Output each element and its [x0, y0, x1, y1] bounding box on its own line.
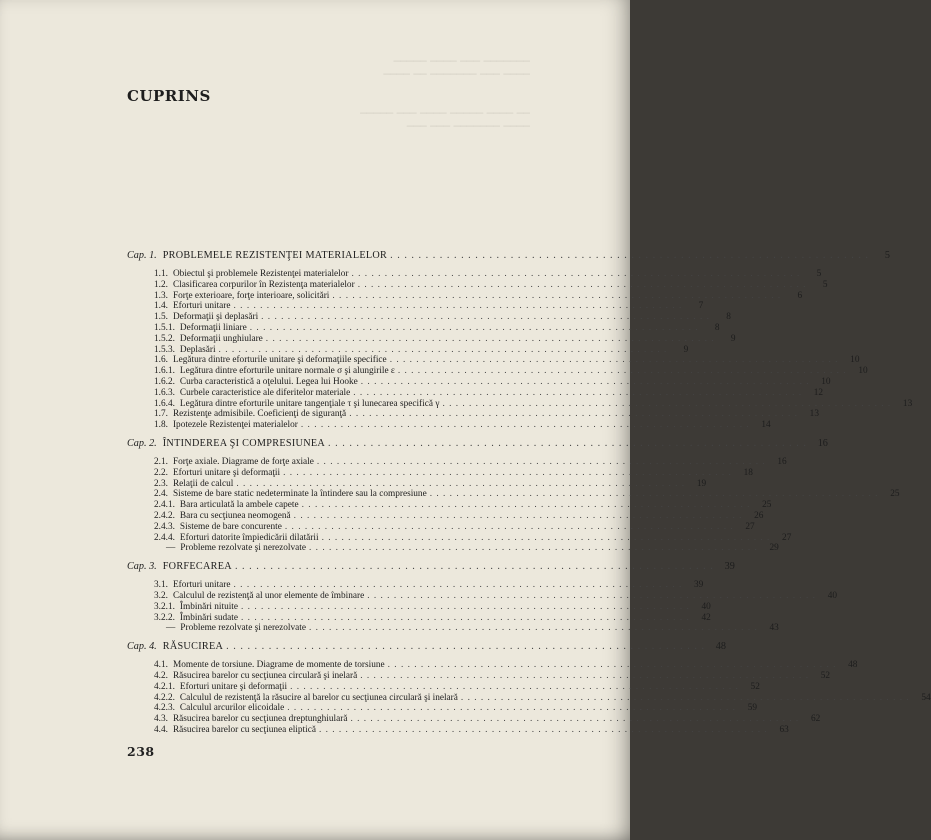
- entry-number: 2.1.: [154, 456, 168, 467]
- entry-title: Eforturi unitare şi deformaţii: [172, 467, 281, 478]
- dot-leader: . . . . . . . . . . . . . . . . . . . . . . . . . . . . . . . . . . . . . . . . . . . . . . . . . . . . . . . . . . . . . . . . . . . .: [283, 467, 732, 478]
- show-through-text: ─────── ─── ──── ───── ──── ─── ─────── ── ──── ── ──── ───── ──── ─── ───── ──── ─────── ─── ───: [360, 55, 530, 133]
- section-entry: [127, 532, 792, 544]
- section-entry: [127, 301, 704, 312]
- entry-title: Calculul de rezistenţă al unor elemente de îmbinare: [172, 590, 365, 601]
- entry-number: 2.4.2.: [154, 510, 175, 521]
- entry-title: PROBLEMELE REZISTENŢEI MATERIALELOR: [162, 250, 388, 261]
- entry-title: Legătura dintre eforturile unitare normale σ şi alungirile ε: [179, 366, 395, 377]
- entry-page: 8: [714, 322, 720, 333]
- entry-title: Îmbinări nituite: [179, 601, 239, 612]
- dot-leader: . . . . . . . . . . . . . . . . . . . . . . . . . . . . . . . . . . . . . . . . . . . . . . . . . . . . . . . . . . . . . . . . . . . .: [397, 366, 847, 377]
- entry-number: —: [166, 623, 176, 634]
- dot-leader: . . . . . . . . . . . . . . . . . . . . . . . . . . . . . . . . . . . . . . . . . . . . . . . . . . . . . . . . . . . . . . . . . . . .: [350, 714, 800, 725]
- entry-title: Ipotezele Rezistenţei materialelor: [172, 420, 298, 431]
- entry-title: Curba caracteristică a oţelului. Legea lui Hooke: [179, 376, 358, 387]
- dot-leader: . . . . . . . . . . . . . . . . . . . . . . . . . . . . . . . . . . . . . . . . . . . . . . . . . . . . . . . . . . . . . . . . . . . .: [332, 290, 782, 301]
- section-entry: [127, 703, 757, 714]
- entry-title: Eforturi datorite împiedicării dilatării: [179, 532, 319, 543]
- entry-title: Îmbinări sudate: [179, 612, 239, 623]
- section-entry: [127, 398, 913, 410]
- chapter-entry: [127, 437, 828, 451]
- entry-title: ÎNTINDEREA ŞI COMPRESIUNEA: [162, 437, 326, 449]
- dot-leader: . . . . . . . . . . . . . . . . . . . . . . . . . . . . . . . . . . . . . . . . . . . . . . . . . . . . . . . . . . . . . . . . . . . .: [360, 376, 810, 387]
- section-entry: [127, 269, 822, 280]
- dot-leader: . . . . . . . . . . . . . . . . . . . . . . . . . . . . . . . . . . . . . . . . . . . . . . . . . . . . . . . . . . . . . . . . . . . .: [321, 532, 771, 543]
- dot-leader: . . . . . . . . . . . . . . . . . . . . . . . . . . . . . . . . . . . . . . . . . . . . . . . . . . . . . . . . . . . . . . . . . . . .: [390, 250, 869, 261]
- dot-leader: . . . . . . . . . . . . . . . . . . . . . . . . . . . . . . . . . . . . . . . . . . . . . . . . . . . . . . . . . . . . . . . . . . . .: [233, 301, 683, 312]
- entry-page: 27: [782, 532, 792, 543]
- dot-leader: . . . . . . . . . . . . . . . . . . . . . . . . . . . . . . . . . . . . . . . . . . . . . . . . . . . . . . . . . . . . . . . . . . . .: [241, 601, 690, 612]
- section-entry: [127, 543, 779, 554]
- section-entry: [127, 409, 819, 420]
- dot-leader: . . . . . . . . . . . . . . . . . . . . . . . . . . . . . . . . . . . . . . . . . . . . . . . . . . . . . . . . . . . . . . . . . . . .: [234, 561, 714, 573]
- dot-leader: . . . . . . . . . . . . . . . . . . . . . . . . . . . . . . . . . . . . . . . . . . . . . . . . . . . . . . . . . . . . . . . . . . . .: [367, 590, 817, 601]
- section-entry: [127, 322, 720, 334]
- entry-number: 4.3.: [154, 714, 168, 725]
- entry-number: 4.2.: [154, 670, 168, 681]
- dot-leader: . . . . . . . . . . . . . . . . . . . . . . . . . . . . . . . . . . . . . . . . . . . . . . . . . . . . . . . . . . . . . . . . . . . .: [241, 612, 690, 623]
- entry-title: Momente de torsiune. Diagrame de momente de torsiune: [172, 660, 385, 671]
- dot-leader: . . . . . . . . . . . . . . . . . . . . . . . . . . . . . . . . . . . . . . . . . . . . . . . . . . . . . . . . . . . . . . . . . . . .: [309, 543, 758, 554]
- entry-page: 48: [715, 641, 726, 653]
- entry-number: 1.8.: [154, 420, 168, 431]
- section-entry: [127, 580, 704, 591]
- entry-page: 9: [730, 333, 736, 344]
- entry-number: 2.4.4.: [154, 532, 175, 543]
- entry-number: 1.6.1.: [154, 366, 175, 377]
- section-entry: [127, 344, 689, 356]
- entry-number: 1.3.: [154, 290, 168, 301]
- entry-title: Eforturi unitare şi deformaţii: [179, 681, 288, 692]
- entry-page: 26: [754, 510, 764, 521]
- section-entry: [127, 290, 803, 302]
- entry-title: Eforturi unitare: [172, 301, 231, 312]
- section-entry: [127, 355, 860, 366]
- dot-leader: . . . . . . . . . . . . . . . . . . . . . . . . . . . . . . . . . . . . . . . . . . . . . . . . . . . . . . . . . . . . . . . . . . . .: [351, 269, 801, 279]
- entry-title: Forţe axiale. Diagrame de forţe axiale: [172, 456, 314, 467]
- dot-leader: . . . . . . . . . . . . . . . . . . . . . . . . . . . . . . . . . . . . . . . . . . . . . . . . . . . . . . . . . . . . . . . . . . . .: [460, 692, 910, 703]
- entry-number: 1.5.3.: [154, 344, 175, 355]
- dot-leader: . . . . . . . . . . . . . . . . . . . . . . . . . . . . . . . . . . . . . . . . . . . . . . . . . . . . . . . . . . . . . . . . . . . .: [318, 724, 768, 735]
- entry-page: 18: [743, 467, 753, 478]
- entry-page: 5: [884, 250, 890, 261]
- dot-leader: . . . . . . . . . . . . . . . . . . . . . . . . . . . . . . . . . . . . . . . . . . . . . . . . . . . . . . . . . . . . . . . . . . . .: [389, 355, 839, 366]
- entry-title: FORFECAREA: [162, 561, 232, 573]
- entry-title: Obiectul şi problemele Rezistenţei materialelor: [172, 269, 349, 279]
- entry-number: 1.7.: [154, 409, 168, 420]
- entry-number: 2.4.: [154, 489, 168, 500]
- entry-page: 5: [816, 269, 822, 279]
- dot-leader: . . . . . . . . . . . . . . . . . . . . . . . . . . . . . . . . . . . . . . . . . . . . . . . . . . . . . . . . . . . . . . . . . . . .: [429, 489, 879, 500]
- entry-page: 13: [902, 398, 913, 409]
- section-entry: [127, 376, 831, 388]
- entry-number: 2.4.3.: [154, 521, 175, 532]
- entry-page: 19: [696, 478, 707, 489]
- entry-number: 1.6.: [154, 355, 168, 366]
- entry-title: Sisteme de bare static nedeterminate la întindere sau la compresiune: [172, 489, 427, 500]
- section-entry: [127, 467, 753, 479]
- entry-page: 39: [724, 561, 735, 573]
- entry-title: Deformaţii unghiulare: [179, 333, 263, 344]
- entry-number: 4.2.2.: [154, 692, 175, 703]
- entry-title: Legătura dintre eforturile unitare şi deformaţiile specifice: [172, 355, 387, 366]
- section-entry: [127, 366, 868, 377]
- section-entry: [127, 724, 789, 736]
- entry-title: Calculul de rezistenţă la răsucire al barelor cu secţiunea circulară şi inelară: [179, 692, 458, 703]
- entry-page: 6: [797, 290, 803, 301]
- section-entry: [127, 692, 931, 704]
- table-of-contents: [127, 250, 931, 736]
- entry-number: Cap. 4.: [127, 641, 157, 653]
- entry-number: Cap. 2.: [127, 437, 157, 449]
- dot-leader: . . . . . . . . . . . . . . . . . . . . . . . . . . . . . . . . . . . . . . . . . . . . . . . . . . . . . . . . . . . . . . . . . . . .: [328, 437, 807, 449]
- entry-title: Deformaţii şi deplasări: [172, 312, 259, 323]
- dot-leader: . . . . . . . . . . . . . . . . . . . . . . . . . . . . . . . . . . . . . . . . . . . . . . . . . . . . . . . . . . . . . . . . . . . .: [265, 333, 715, 344]
- entry-number: 3.2.2.: [154, 612, 175, 623]
- entry-number: 3.1.: [154, 580, 168, 591]
- dot-leader: . . . . . . . . . . . . . . . . . . . . . . . . . . . . . . . . . . . . . . . . . . . . . . . . . . . . . . . . . . . . . . . . . . . .: [300, 420, 750, 431]
- section-entry: [127, 670, 831, 682]
- section-entry: [127, 420, 771, 431]
- entry-number: 1.5.2.: [154, 333, 175, 344]
- dot-leader: . . . . . . . . . . . . . . . . . . . . . . . . . . . . . . . . . . . . . . . . . . . . . . . . . . . . . . . . . . . . . . . . . . . .: [360, 670, 810, 681]
- entry-title: Curbele caracteristice ale diferitelor materiale: [179, 387, 351, 398]
- section-entry: [127, 590, 838, 602]
- section-entry: [127, 660, 858, 671]
- entry-number: 2.2.: [154, 467, 168, 478]
- chapter-entry: [127, 561, 735, 574]
- dot-leader: . . . . . . . . . . . . . . . . . . . . . . . . . . . . . . . . . . . . . . . . . . . . . . . . . . . . . . . . . . . . . . . . . . . .: [261, 312, 710, 323]
- entry-title: Bara cu secţiunea neomogenă: [179, 510, 291, 521]
- entry-title: Eforturi unitare: [172, 580, 231, 591]
- section-entry: [127, 312, 731, 323]
- entry-page: 8: [726, 312, 731, 323]
- dot-leader: . . . . . . . . . . . . . . . . . . . . . . . . . . . . . . . . . . . . . . . . . . . . . . . . . . . . . . . . . . . . . . . . . . . .: [284, 521, 734, 532]
- section-entry: [127, 681, 760, 693]
- entry-title: Răsucirea barelor cu secţiunea dreptunghiulară: [172, 714, 348, 725]
- entry-title: Forţe exterioare, forţe interioare, solicitări: [172, 290, 330, 301]
- entry-number: 2.4.1.: [154, 500, 175, 511]
- entry-page: 29: [769, 543, 779, 554]
- dot-leader: . . . . . . . . . . . . . . . . . . . . . . . . . . . . . . . . . . . . . . . . . . . . . . . . . . . . . . . . . . . . . . . . . . . .: [287, 703, 736, 714]
- entry-page: 10: [850, 355, 860, 366]
- entry-title: Deformaţii liniare: [179, 322, 247, 333]
- entry-page: 13: [809, 409, 819, 420]
- entry-title: Deplasări: [179, 344, 216, 355]
- page-number: 238: [127, 744, 155, 759]
- section-entry: [127, 510, 764, 522]
- entry-number: 1.2.: [154, 279, 168, 290]
- entry-title: Relaţii de calcul: [172, 478, 234, 489]
- entry-page: 62: [810, 714, 821, 725]
- dot-leader: . . . . . . . . . . . . . . . . . . . . . . . . . . . . . . . . . . . . . . . . . . . . . . . . . . . . . . . . . . . . . . . . . . . .: [442, 398, 892, 409]
- entry-page: 40: [827, 590, 838, 601]
- entry-number: Cap. 1.: [127, 250, 157, 261]
- entry-title: Legătura dintre eforturile unitare tangenţiale τ şi lunecarea specifică γ: [179, 398, 440, 409]
- entry-page: 42: [701, 612, 711, 623]
- entry-page: 16: [777, 456, 787, 467]
- entry-number: 4.1.: [154, 660, 168, 671]
- dot-leader: . . . . . . . . . . . . . . . . . . . . . . . . . . . . . . . . . . . . . . . . . . . . . . . . . . . . . . . . . . . . . . . . . . . .: [218, 344, 668, 355]
- entry-title: Răsucirea barelor cu secţiunea circulară şi inelară: [172, 670, 358, 681]
- section-entry: [127, 478, 707, 490]
- section-entry: [127, 456, 787, 468]
- entry-title: Bara articulată la ambele capete: [179, 500, 299, 511]
- entry-title: Probleme rezolvate şi nerezolvate: [180, 543, 307, 554]
- dot-leader: . . . . . . . . . . . . . . . . . . . . . . . . . . . . . . . . . . . . . . . . . . . . . . . . . . . . . . . . . . . . . . . . . . . .: [290, 681, 739, 692]
- dot-leader: . . . . . . . . . . . . . . . . . . . . . . . . . . . . . . . . . . . . . . . . . . . . . . . . . . . . . . . . . . . . . . . . . . . .: [293, 510, 743, 521]
- entry-page: 52: [750, 681, 760, 692]
- entry-number: 1.1.: [154, 269, 168, 279]
- entry-number: 1.5.: [154, 312, 168, 323]
- entry-page: 10: [821, 376, 831, 387]
- section-entry: [127, 279, 828, 291]
- entry-page: 25: [762, 500, 772, 511]
- section-entry: [127, 489, 900, 500]
- entry-page: 63: [779, 724, 789, 735]
- section-entry: [127, 387, 824, 399]
- dot-leader: . . . . . . . . . . . . . . . . . . . . . . . . . . . . . . . . . . . . . . . . . . . . . . . . . . . . . . . . . . . . . . . . . . . .: [353, 387, 803, 398]
- entry-page: 25: [890, 489, 900, 500]
- entry-number: —: [166, 543, 176, 554]
- entry-page: 5: [822, 279, 828, 290]
- entry-page: 16: [817, 437, 828, 449]
- dot-leader: . . . . . . . . . . . . . . . . . . . . . . . . . . . . . . . . . . . . . . . . . . . . . . . . . . . . . . . . . . . . . . . . . . . .: [316, 456, 766, 467]
- entry-number: 1.6.3.: [154, 387, 175, 398]
- entry-page: 27: [745, 521, 755, 532]
- entry-title: RĂSUCIREA: [162, 641, 224, 653]
- entry-number: 1.4.: [154, 301, 168, 312]
- entry-page: 10: [858, 366, 868, 377]
- entry-number: 1.6.2.: [154, 376, 175, 387]
- dot-leader: . . . . . . . . . . . . . . . . . . . . . . . . . . . . . . . . . . . . . . . . . . . . . . . . . . . . . . . . . . . . . . . . . . . .: [357, 279, 807, 290]
- section-entry: [127, 601, 711, 613]
- entry-title: Răsucirea barelor cu secţiunea eliptică: [172, 724, 316, 735]
- dot-leader: . . . . . . . . . . . . . . . . . . . . . . . . . . . . . . . . . . . . . . . . . . . . . . . . . . . . . . . . . . . . . . . . . . . .: [387, 660, 837, 671]
- dot-leader: . . . . . . . . . . . . . . . . . . . . . . . . . . . . . . . . . . . . . . . . . . . . . . . . . . . . . . . . . . . . . . . . . . . .: [301, 500, 751, 511]
- section-entry: [127, 500, 772, 511]
- section-entry: [127, 612, 711, 624]
- entry-page: 14: [761, 420, 771, 431]
- entry-number: 1.6.4.: [154, 398, 175, 409]
- dot-leader: . . . . . . . . . . . . . . . . . . . . . . . . . . . . . . . . . . . . . . . . . . . . . . . . . . . . . . . . . . . . . . . . . . . .: [249, 322, 699, 333]
- entry-page: 52: [820, 670, 831, 681]
- entry-title: Sisteme de bare concurente: [179, 521, 282, 532]
- entry-title: Rezistenţe admisibile. Coeficienţi de siguranţă: [172, 409, 347, 420]
- section-entry: [127, 714, 821, 725]
- entry-number: 3.2.: [154, 590, 168, 601]
- entry-page: 48: [848, 660, 858, 671]
- entry-title: Calculul arcurilor elicoidale: [179, 703, 285, 714]
- page-title: CUPRINS: [127, 87, 211, 105]
- entry-page: 12: [813, 387, 824, 398]
- dot-leader: . . . . . . . . . . . . . . . . . . . . . . . . . . . . . . . . . . . . . . . . . . . . . . . . . . . . . . . . . . . . . . . . . . . .: [233, 580, 683, 591]
- entry-page: 9: [683, 344, 689, 355]
- dot-leader: . . . . . . . . . . . . . . . . . . . . . . . . . . . . . . . . . . . . . . . . . . . . . . . . . . . . . . . . . . . . . . . . . . . .: [236, 478, 686, 489]
- section-entry: [127, 333, 736, 345]
- section-entry: [127, 521, 755, 533]
- chapter-entry: [127, 641, 726, 654]
- dot-leader: . . . . . . . . . . . . . . . . . . . . . . . . . . . . . . . . . . . . . . . . . . . . . . . . . . . . . . . . . . . . . . . . . . . .: [349, 409, 798, 420]
- entry-page: 40: [701, 601, 711, 612]
- entry-page: 7: [698, 301, 704, 312]
- entry-page: 54: [921, 692, 931, 703]
- chapter-entry: [127, 250, 890, 263]
- entry-page: 59: [747, 703, 757, 714]
- entry-title: Probleme rezolvate şi nerezolvate: [180, 623, 307, 634]
- entry-number: 1.5.1.: [154, 322, 175, 333]
- entry-number: 3.2.1.: [154, 601, 175, 612]
- entry-number: 2.3.: [154, 478, 168, 489]
- entry-page: 43: [769, 623, 779, 634]
- entry-title: Clasificarea corpurilor în Rezistenţa materialelor: [172, 279, 355, 290]
- dot-leader: . . . . . . . . . . . . . . . . . . . . . . . . . . . . . . . . . . . . . . . . . . . . . . . . . . . . . . . . . . . . . . . . . . . .: [226, 641, 705, 653]
- entry-number: 4.2.3.: [154, 703, 175, 714]
- section-entry: [127, 623, 779, 634]
- dot-leader: . . . . . . . . . . . . . . . . . . . . . . . . . . . . . . . . . . . . . . . . . . . . . . . . . . . . . . . . . . . . . . . . . . . .: [309, 623, 758, 634]
- entry-number: 4.4.: [154, 724, 168, 735]
- entry-number: Cap. 3.: [127, 561, 157, 573]
- entry-page: 39: [694, 580, 704, 591]
- entry-number: 4.2.1.: [154, 681, 175, 692]
